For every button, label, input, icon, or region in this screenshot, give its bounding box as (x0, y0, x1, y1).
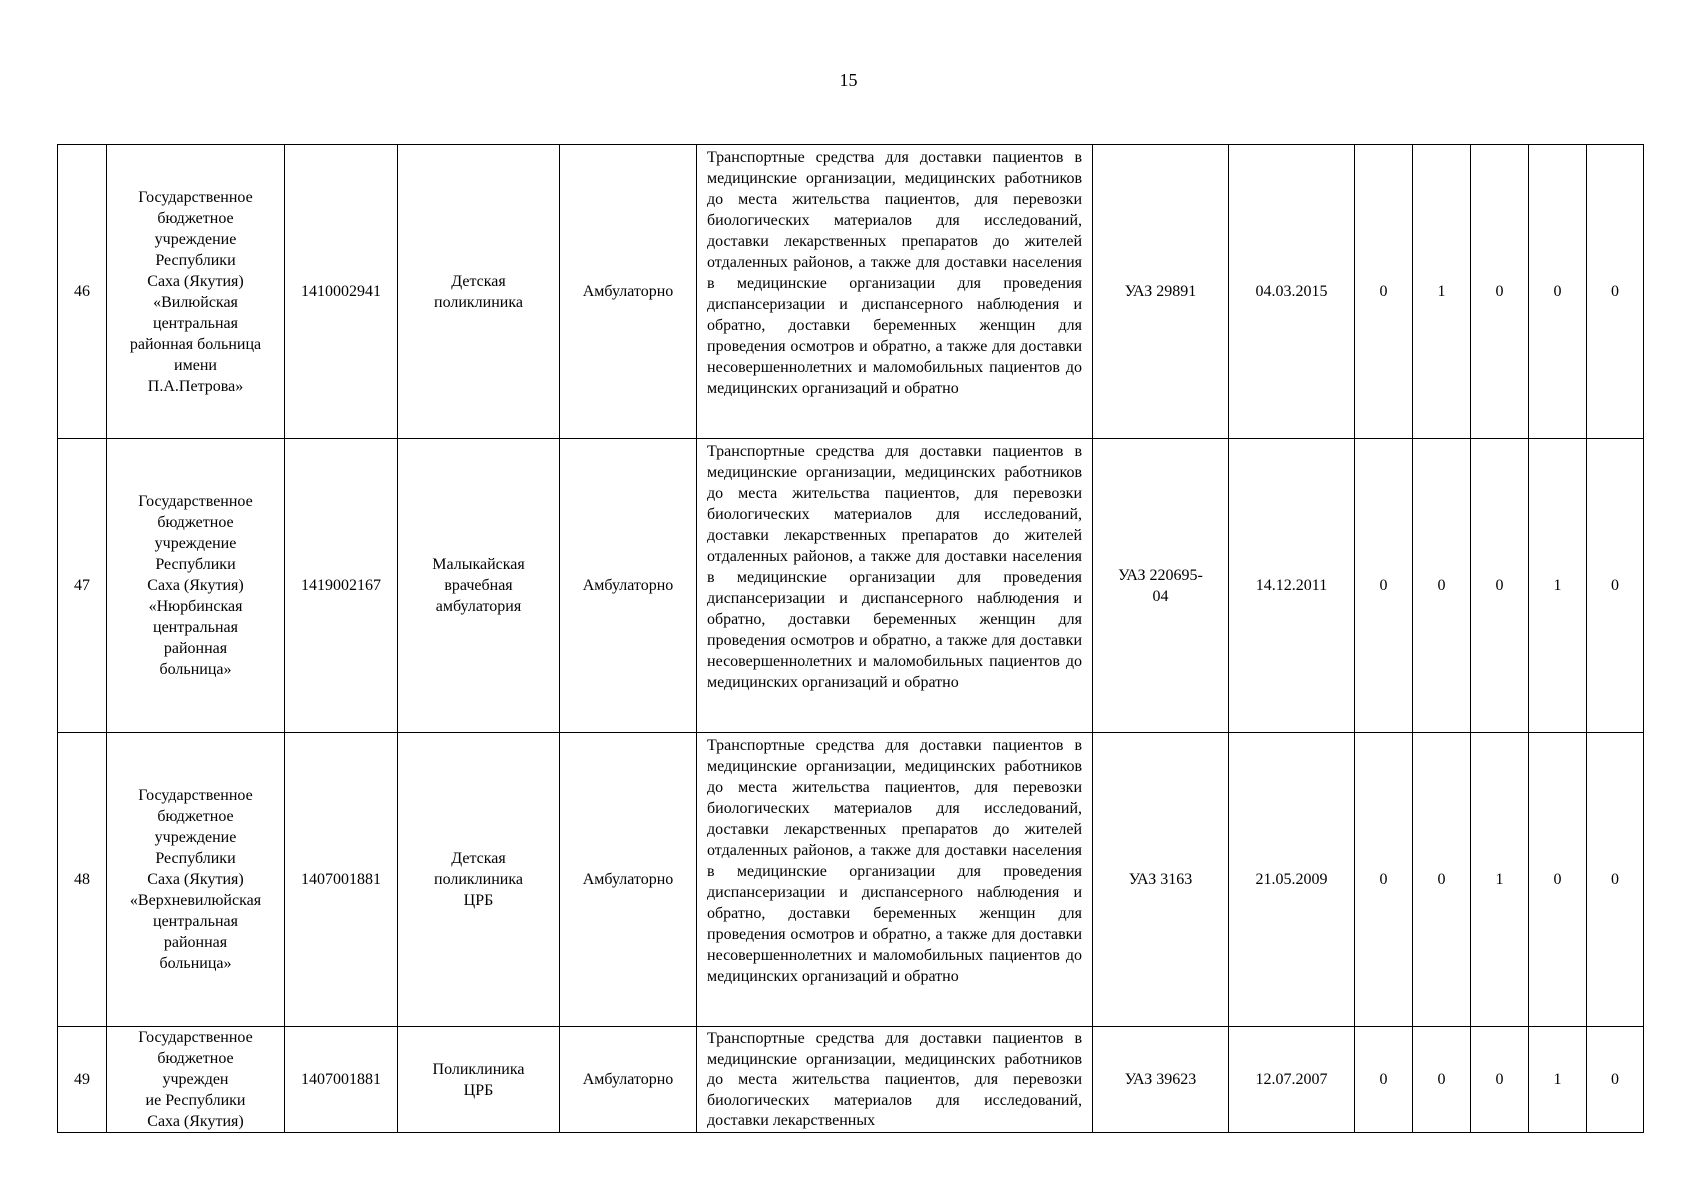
inn-cell: 1407001881 (285, 1027, 398, 1133)
table-row (58, 733, 1644, 1027)
care-type: Амбулаторно (560, 1027, 697, 1133)
registration-date: 14.12.2011 (1229, 439, 1355, 733)
table-row (58, 145, 1644, 439)
care-type: Амбулаторно (560, 733, 697, 1027)
value-cell: 0 (1413, 733, 1471, 1027)
vehicle-model: УАЗ 3163 (1093, 733, 1229, 1027)
value-cell: 0 (1413, 1027, 1471, 1133)
value-cell: 0 (1587, 733, 1644, 1027)
value-cell: 0 (1471, 439, 1529, 733)
row-number: 49 (58, 1027, 107, 1133)
inn-cell: 1407001881 (285, 733, 398, 1027)
vehicle-registry-table (57, 144, 1644, 1133)
value-cell: 1 (1529, 1027, 1587, 1133)
unit-name: Детская поликлиника ЦРБ (398, 733, 560, 1027)
vehicle-purpose: Транспортные средства для доставки пациентов в медицинские организации, медицинских работников до места жительства пациентов, для перевозки биологических материалов для исследований, доставки лекарственных препаратов до жителей отдаленных районов, а также для доставки населения в медицинские организации для проведения диспансеризации и диспансерного наблюдения и обратно, доставки беременных женщин для проведения осмотров и обратно, а также для доставки несовершеннолетних и маломобильных пациентов до медицинских организаций и обратно (697, 439, 1093, 733)
vehicle-model: УАЗ 220695- 04 (1093, 439, 1229, 733)
care-type: Амбулаторно (560, 439, 697, 733)
value-cell: 0 (1529, 145, 1587, 439)
vehicle-purpose: Транспортные средства для доставки пациентов в медицинские организации, медицинских работников до места жительства пациентов, для перевозки биологических материалов для исследований, доставки лекарственных препаратов до жителей отдаленных районов, а также для доставки населения в медицинские организации для проведения диспансеризации и диспансерного наблюдения и обратно, доставки беременных женщин для проведения осмотров и обратно, а также для доставки несовершеннолетних и маломобильных пациентов до медицинских организаций и обратно (697, 145, 1093, 439)
registration-date: 12.07.2007 (1229, 1027, 1355, 1133)
registration-date: 21.05.2009 (1229, 733, 1355, 1027)
value-cell: 0 (1471, 1027, 1529, 1133)
unit-name: Малыкайская врачебная амбулатория (398, 439, 560, 733)
value-cell: 0 (1587, 1027, 1644, 1133)
value-cell: 0 (1471, 145, 1529, 439)
table-row (58, 439, 1644, 733)
value-cell: 0 (1529, 733, 1587, 1027)
value-cell: 0 (1355, 1027, 1413, 1133)
value-cell: 0 (1355, 145, 1413, 439)
value-cell: 1 (1471, 733, 1529, 1027)
value-cell: 0 (1587, 439, 1644, 733)
unit-name: Поликлиника ЦРБ (398, 1027, 560, 1133)
organization-name: Государственное бюджетное учреждение Республики Саха (Якутия) «Вилюйская центральная районная больница имени П.А.Петрова» (107, 145, 285, 439)
row-number: 46 (58, 145, 107, 439)
registration-date: 04.03.2015 (1229, 145, 1355, 439)
vehicle-purpose: Транспортные средства для доставки пациентов в медицинские организации, медицинских работников до места жительства пациентов, для перевозки биологических материалов для исследований, доставки лекарственных препаратов до жителей отдаленных районов, а также для доставки населения в медицинские организации для проведения диспансеризации и диспансерного наблюдения и обратно, доставки беременных женщин для проведения осмотров и обратно, а также для доставки несовершеннолетних и маломобильных пациентов до медицинских организаций и обратно (697, 733, 1093, 1027)
value-cell: 0 (1355, 733, 1413, 1027)
value-cell: 0 (1413, 439, 1471, 733)
page-number: 15 (839, 70, 858, 90)
row-number: 48 (58, 733, 107, 1027)
value-cell: 1 (1529, 439, 1587, 733)
table-row (58, 1027, 1644, 1133)
value-cell: 1 (1413, 145, 1471, 439)
row-number: 47 (58, 439, 107, 733)
value-cell: 0 (1587, 145, 1644, 439)
inn-cell: 1410002941 (285, 145, 398, 439)
vehicle-model: УАЗ 29891 (1093, 145, 1229, 439)
organization-name: Государственное бюджетное учрежден ие Республики Саха (Якутия) (107, 1027, 285, 1133)
organization-name: Государственное бюджетное учреждение Республики Саха (Якутия) «Верхневилюйская центральная районная больница» (107, 733, 285, 1027)
inn-cell: 1419002167 (285, 439, 398, 733)
unit-name: Детская поликлиника (398, 145, 560, 439)
value-cell: 0 (1355, 439, 1413, 733)
care-type: Амбулаторно (560, 145, 697, 439)
vehicle-model: УАЗ 39623 (1093, 1027, 1229, 1133)
organization-name: Государственное бюджетное учреждение Республики Саха (Якутия) «Нюрбинская центральная районная больница» (107, 439, 285, 733)
vehicle-purpose: Транспортные средства для доставки пациентов в медицинские организации, медицинских работников до места жительства пациентов, для перевозки биологических материалов для исследований, доставки лекарственных (697, 1027, 1093, 1133)
